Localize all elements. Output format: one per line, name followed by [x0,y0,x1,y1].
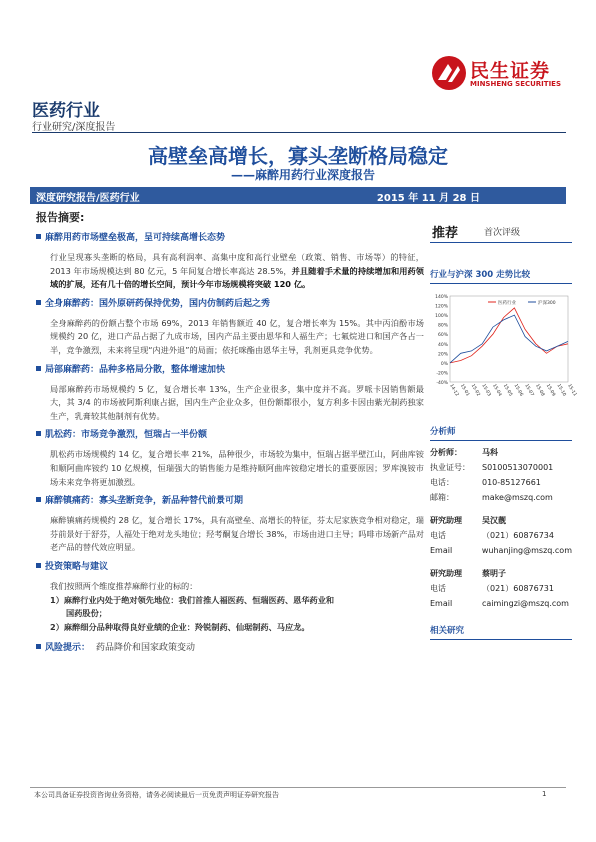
report-type: 行业研究/深度报告 [32,122,116,133]
band-category: 深度研究报告/医药行业 [36,193,140,204]
y-tick-label: -40% [436,381,448,386]
analyst-section-title: 分析师 [430,422,572,441]
y-tick-label: 60% [437,333,448,339]
page-number: 1 [542,790,547,798]
x-tick-label: 15-10 [555,383,567,398]
x-tick-label: 15-03 [480,383,492,398]
section-market [36,232,424,292]
footer-divider [30,787,566,788]
section-heading: 局部麻醉药：品种多格局分散，整体增速加快 [36,364,424,377]
x-tick-label: 15-07 [523,383,535,398]
section-heading: 肌松药：市场竞争激烈，恒瑞占一半份额 [36,429,424,442]
analyst-card: 研究助理 蔡明子 电话 （021）60876731 Email caimingzi@mszq.com [430,566,572,611]
x-tick-label: 15-02 [469,383,481,398]
email-link: caimingzi@mszq.com [482,599,569,608]
section-local-anesthesia [36,364,424,424]
section-heading: 麻醉镇痛药：寡头垄断竞争，新品种替代前景可期 [36,495,424,508]
rating-note: 首次评级 [484,228,521,238]
y-tick-label: 0% [440,361,448,367]
email-link: make@mszq.com [482,493,553,502]
x-tick-label: 15-11 [566,383,578,398]
summary-heading: 报告摘要: [36,211,85,224]
analyst-card: 分析师： 马科 执业证号： S0100513070001 电话： 010-85127661 邮箱： make@mszq.com [430,445,572,505]
y-tick-label: 40% [437,342,448,348]
square-bullet-icon [36,431,41,436]
list-item: 国药股份； [66,608,107,619]
section-paragraph: 局部麻醉药市场规模约 5 亿，复合增长率 13%，生产企业很多，集中度并不高。罗哌卡因销售额最大，其 3/4 的市场被阿斯利康占据，国内生产企业众多，但份额都很小，复方利多卡因由紫光制药独家生产，乳膏较其他制剂有优势。 [50,383,424,421]
section-muscle-relaxant [36,429,424,489]
legend-label: 医药行业 [498,301,516,306]
y-tick-label: 80% [437,323,448,329]
x-tick-label: 14-12 [448,383,460,398]
square-bullet-icon [36,300,41,305]
square-bullet-icon [36,497,41,502]
section-heading: 全身麻醉药：国外原研药保持优势，国内仿制药后起之秀 [36,298,424,311]
x-tick-label: 15-09 [544,383,556,398]
x-tick-label: 15-06 [512,383,524,398]
y-tick-label: 20% [437,352,448,358]
section-paragraph: 麻醉镇痛药规模约 28 亿，复合增长 17%，具有高壁垒、高增长的特征，芬太尼家族竞争相对稳定，瑞芬前景好于舒芬，人福处于绝对龙头地位；羟考酮复合增长 38%，市场由进口主导；吗啡市场新产品对老产品的替代效应明显。 [50,515,424,553]
rating-box [430,220,572,243]
report-title: 高壁垒高增长，寡头垄断格局稳定 [148,144,448,168]
square-bullet-icon [36,563,41,568]
risk-text: 药品降价和国家政策变动 [96,643,196,654]
x-tick-label: 15-08 [534,383,545,398]
band-date: 2015 年 11 月 28 日 [376,193,480,204]
section-paragraph: 行业呈现寡头垄断的格局，具有高利润率、高集中度和高行业壁垒（政策、销售、市场等）的特征，2013 年市场规模达到 80 亿元，5 年间复合增长率高达 28.5%，并且随着手术量的持续增加和用药领域的扩展，还有几十倍的增长空间，预计今年市场规模将突破 120 亿。 [50,252,424,290]
section-heading: 投资策略与建议 [36,561,424,574]
section-paragraph: 肌松药市场规模约 14 亿，复合增长率 21%，品种很少，市场较为集中，恒瑞占据半壁江山，阿曲库铵和顺阿曲库铵约 10 亿规模，恒瑞强大的销售能力是维持顺阿曲库铵稳定增长的重要原因；罗库溴铵市场未来竞争将更加激烈。 [50,449,424,487]
sidebar [430,220,578,640]
logo-en: MINSHENG SECURITIES [470,80,561,88]
plot-frame [450,296,568,382]
title-divider [32,132,566,133]
logo-name: 民生证券 [470,60,551,82]
section-analgesic [36,495,424,555]
square-bullet-icon [36,366,41,371]
y-tick-label: 100% [435,314,448,320]
chart-section-title: 行业与沪深 300 走势比较 [430,265,572,284]
y-tick-label: 140% [435,295,448,300]
section-heading: 风险提示： 药品降价和国家政策变动 [36,642,424,655]
brand-logo [432,56,572,92]
section-strategy [36,561,424,634]
square-bullet-icon [36,644,41,649]
x-tick-label: 15-05 [501,383,513,398]
legend-label: 沪深300 [538,301,556,306]
summary-body [36,226,424,661]
report-band [30,187,566,204]
y-tick-label: 120% [435,304,448,310]
report-subtitle: ——麻醉用药行业深度报告 [230,168,375,182]
series-line-1 [450,315,568,363]
trend-chart [430,290,578,412]
industry-label: 医药行业 [32,101,100,121]
trend-chart-svg [430,290,578,412]
y-tick-label: -20% [436,371,448,377]
list-item: 2）麻醉细分品种取得良好业绩的企业：羚锐制药、仙琚制药、马应龙。 [50,621,310,632]
x-tick-label: 15-04 [491,383,503,398]
section-risk [36,642,424,655]
section-paragraph: 全身麻醉药的份额占整个市场 69%，2013 年销售额近 40 亿，复合增长率为 15%。其中丙泊酚市场规模约 20 亿，进口产品占据了九成市场，国内产品主要由恩华和人福生产；七氟烷进口和国产各占一半，竞争激烈，未来将呈现“内进外退”的局面；依托咪酯由恩华主导，乳剂更具竞争优势。 [50,317,424,355]
list-item: 1）麻醉行业内处于绝对领先地位：我们首推人福医药、恒瑞医药、恩华药业和 [50,594,335,605]
list-intro: 我们按照两个维度推荐麻醉行业的标的： [50,580,198,591]
rating-value: 推荐 [432,226,459,241]
footer-disclaimer: 本公司具备证券投资咨询业务资格，请务必阅读最后一页免责声明证券研究报告 [34,791,279,799]
section-general-anesthesia [36,298,424,358]
email-link: wuhanjing@mszq.com [481,546,572,555]
analyst-card: 研究助理 吴汉靓 电话 （021）60876734 Email wuhanjing@mszq.com [430,513,572,558]
square-bullet-icon [36,234,41,239]
x-tick-label: 15-01 [458,383,470,398]
section-heading: 麻醉用药市场壁垒极高，呈可持续高增长态势 [36,232,424,245]
related-research-title: 相关研究 [430,621,572,640]
logo-mark-icon [432,56,466,90]
series-line-0 [450,308,568,363]
